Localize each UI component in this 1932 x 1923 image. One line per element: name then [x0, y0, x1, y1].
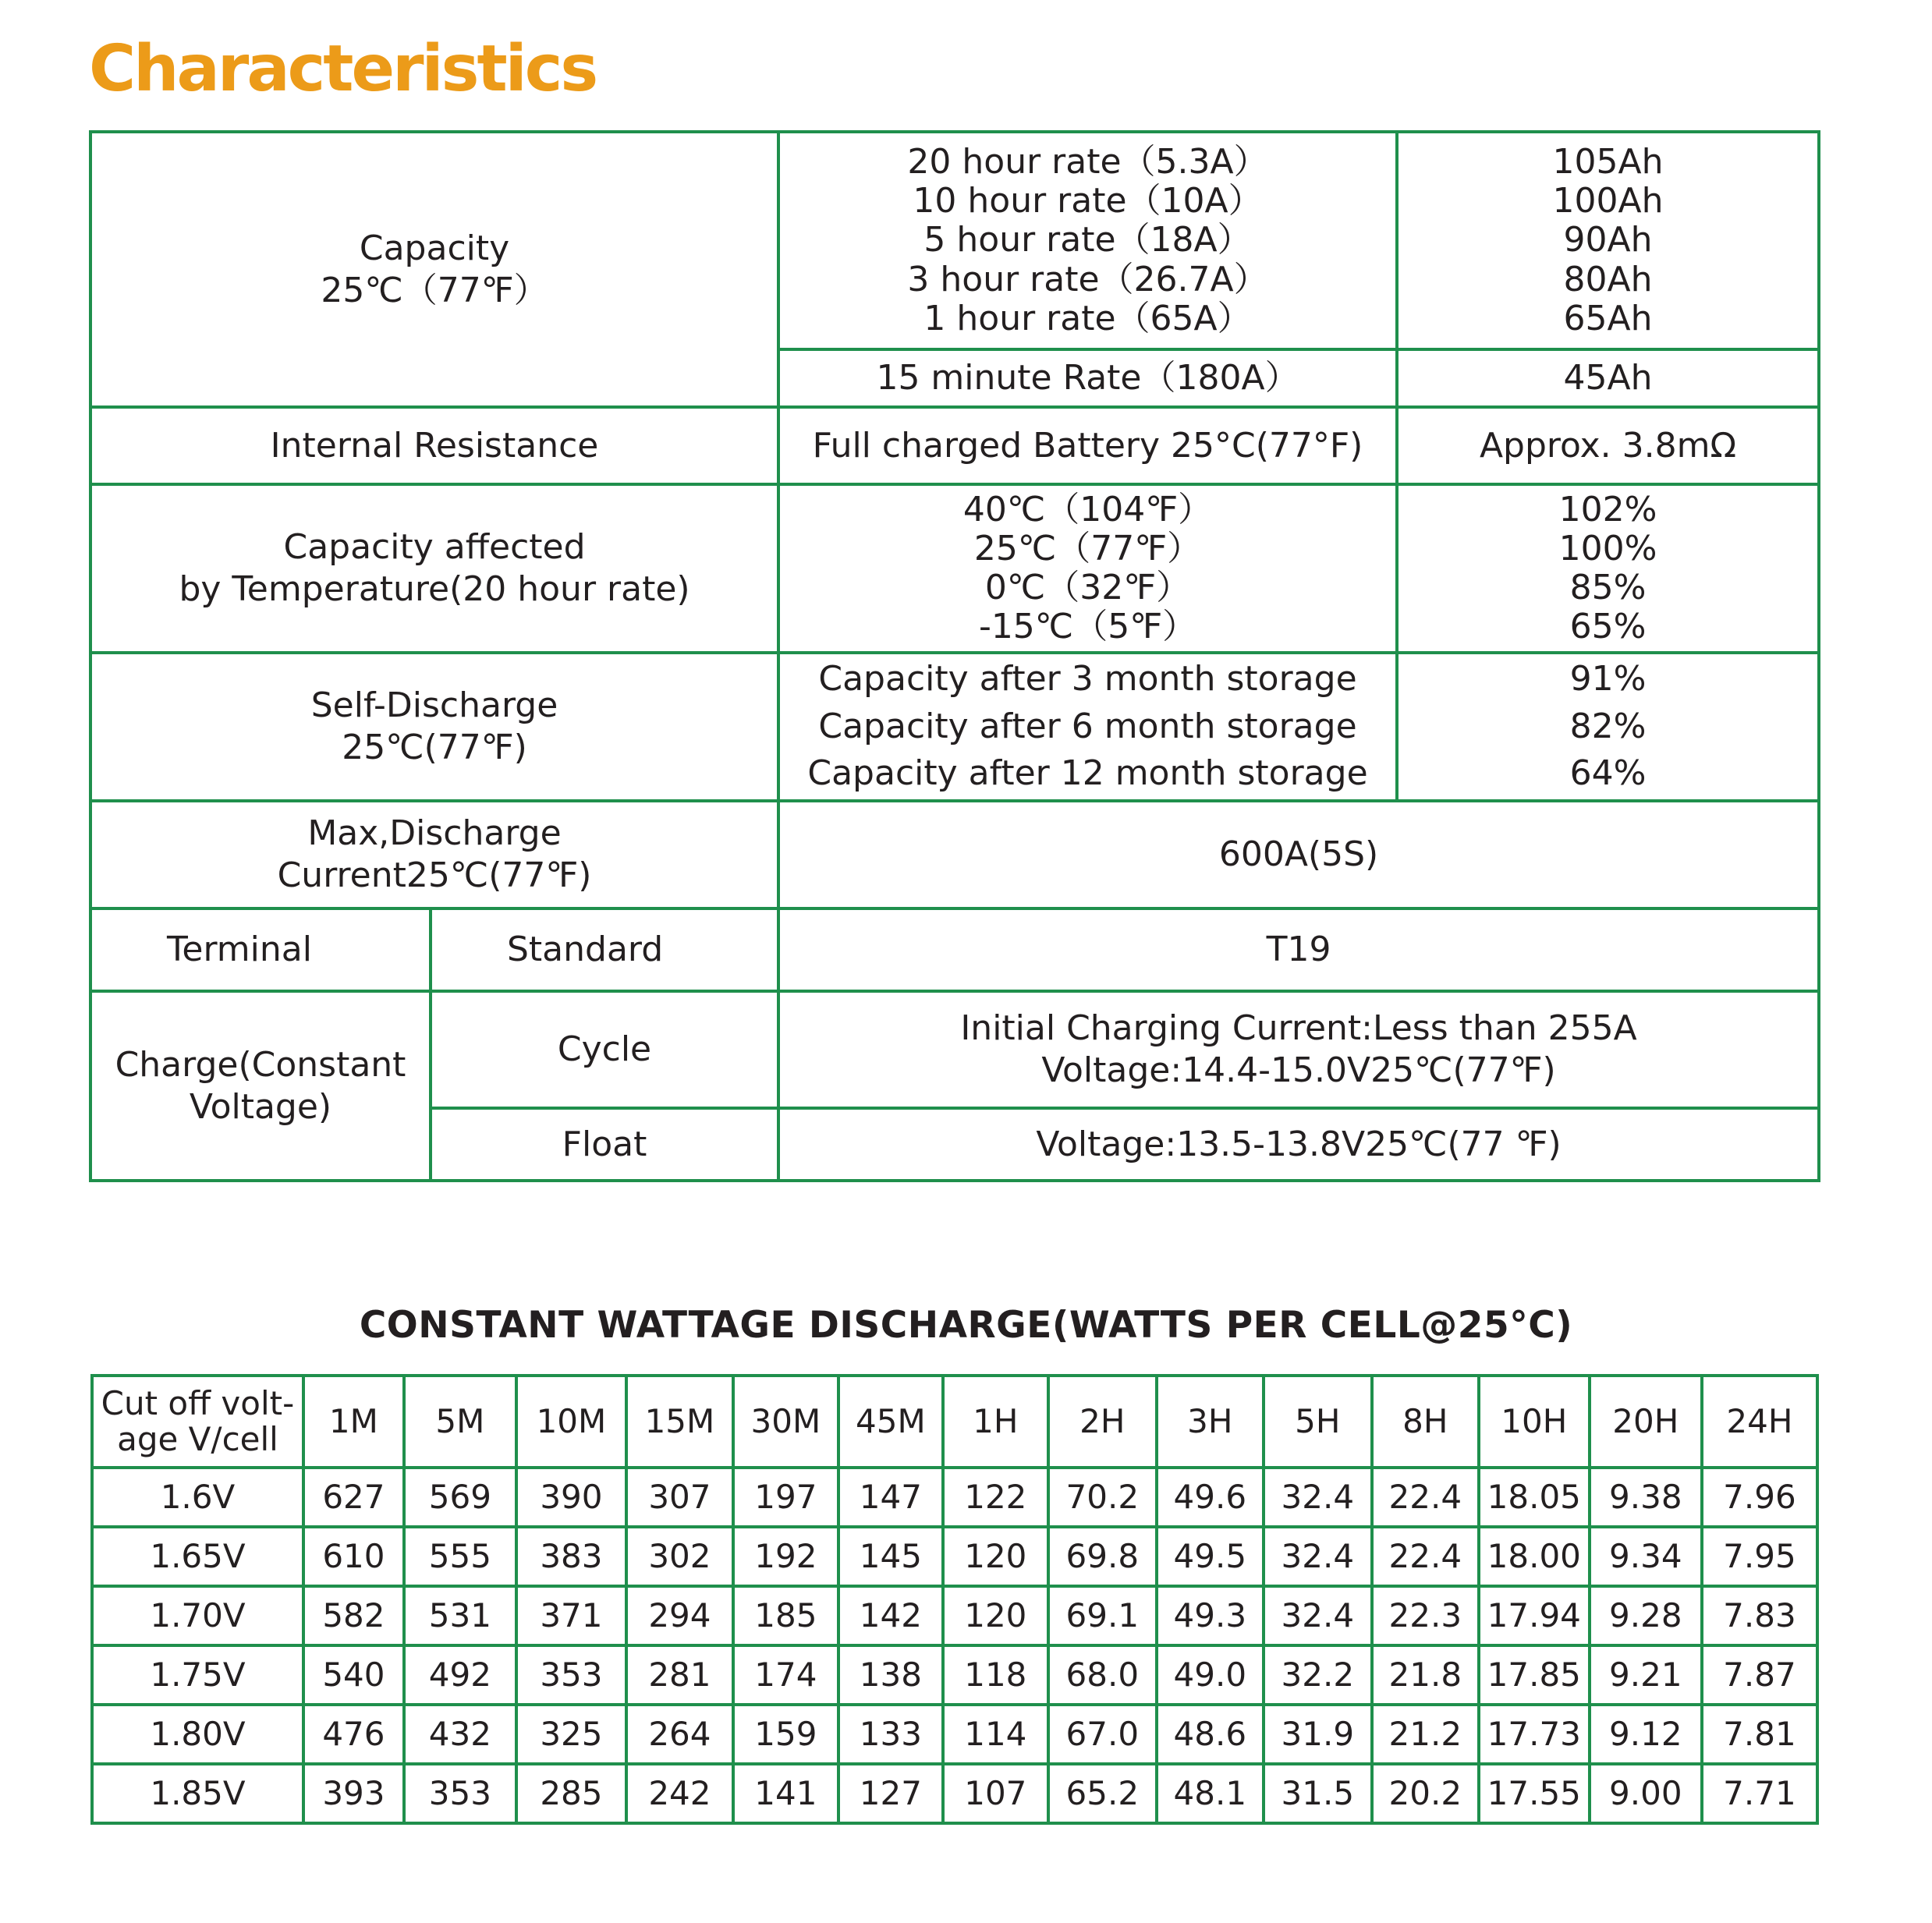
cw-cell: 393	[303, 1764, 404, 1823]
cw-cell: 32.2	[1264, 1645, 1372, 1705]
table-row	[92, 1527, 1817, 1586]
cw-cell: 48.1	[1157, 1764, 1264, 1823]
table-row	[92, 1705, 1817, 1764]
cw-cell: 531	[404, 1586, 516, 1645]
internal-resistance-label: Internal Resistance	[90, 407, 778, 484]
cw-cell: 31.9	[1264, 1705, 1372, 1764]
cw-cell: 142	[838, 1586, 943, 1645]
cw-cell: 242	[626, 1764, 733, 1823]
cw-cell: 65.2	[1048, 1764, 1157, 1823]
cw-cell: 138	[838, 1645, 943, 1705]
cw-cell: 7.87	[1702, 1645, 1817, 1705]
self-discharge-values: 91% 82% 64%	[1397, 653, 1819, 801]
cw-cell: 118	[943, 1645, 1048, 1705]
cw-cell: 122	[943, 1468, 1048, 1527]
cw-cell: 21.2	[1372, 1705, 1479, 1764]
page-title: Characteristics	[89, 32, 597, 106]
cw-title: CONSTANT WATTAGE DISCHARGE(WATTS PER CELL@25°C)	[359, 1304, 1573, 1347]
cw-cell: 22.3	[1372, 1586, 1479, 1645]
table-row	[92, 1468, 1817, 1527]
cw-cell: 69.8	[1048, 1527, 1157, 1586]
cw-cell: 285	[516, 1764, 626, 1823]
cw-cell: 197	[733, 1468, 838, 1527]
capacity-values: 105Ah 100Ah 90Ah 80Ah 65Ah	[1397, 132, 1819, 349]
cw-cell: 32.4	[1264, 1527, 1372, 1586]
capacity-15min-rate: 15 minute Rate（180A）	[778, 349, 1397, 407]
cw-cell: 371	[516, 1586, 626, 1645]
terminal-value: T19	[778, 908, 1819, 991]
cw-cell: 32.4	[1264, 1468, 1372, 1527]
charge-float-label: Float	[431, 1108, 778, 1181]
cw-column-header: 2H	[1048, 1376, 1157, 1468]
cw-cell: 20.2	[1372, 1764, 1479, 1823]
cw-cell: 7.81	[1702, 1705, 1817, 1764]
cw-cell: 17.55	[1479, 1764, 1590, 1823]
cw-cell: 67.0	[1048, 1705, 1157, 1764]
cw-cell: 49.6	[1157, 1468, 1264, 1527]
cw-cell: 70.2	[1048, 1468, 1157, 1527]
cw-column-header: 5M	[404, 1376, 516, 1468]
capacity-label: Capacity 25℃（77℉）	[90, 132, 778, 407]
cw-cell: 18.05	[1479, 1468, 1590, 1527]
cw-cell: 22.4	[1372, 1527, 1479, 1586]
cw-row-voltage: 1.6V	[92, 1468, 303, 1527]
table-row	[92, 1645, 1817, 1705]
cw-cell: 9.21	[1590, 1645, 1702, 1705]
cw-cell: 192	[733, 1527, 838, 1586]
cw-cell: 127	[838, 1764, 943, 1823]
cw-cell: 353	[516, 1645, 626, 1705]
cw-cell: 114	[943, 1705, 1048, 1764]
self-discharge-conditions: Capacity after 3 month storage Capacity after 6 month storage Capacity after 12 month storage	[778, 653, 1397, 801]
cw-column-header: 3H	[1157, 1376, 1264, 1468]
cw-cell: 145	[838, 1527, 943, 1586]
internal-resistance-condition: Full charged Battery 25°C(77°F)	[778, 407, 1397, 484]
charge-float-value: Voltage:13.5-13.8V25℃(77 ℉)	[778, 1108, 1819, 1181]
temperature-conditions: 40℃（104℉） 25℃（77℉） 0℃（32℉） -15℃（5℉）	[778, 484, 1397, 653]
capacity-15min-value: 45Ah	[1397, 349, 1819, 407]
cw-cell: 68.0	[1048, 1645, 1157, 1705]
cw-cell: 48.6	[1157, 1705, 1264, 1764]
cw-cell: 49.0	[1157, 1645, 1264, 1705]
cw-cell: 147	[838, 1468, 943, 1527]
cw-cell: 353	[404, 1764, 516, 1823]
cw-column-header: 10H	[1479, 1376, 1590, 1468]
cw-column-header: 1M	[303, 1376, 404, 1468]
cw-cell: 49.5	[1157, 1527, 1264, 1586]
cw-cell: 133	[838, 1705, 943, 1764]
cw-cell: 540	[303, 1645, 404, 1705]
cw-cell: 476	[303, 1705, 404, 1764]
cw-cell: 49.3	[1157, 1586, 1264, 1645]
cw-column-header: 1H	[943, 1376, 1048, 1468]
cw-row-voltage: 1.85V	[92, 1764, 303, 1823]
cw-cell: 18.00	[1479, 1527, 1590, 1586]
cw-cell: 7.83	[1702, 1586, 1817, 1645]
cw-cell: 107	[943, 1764, 1048, 1823]
cw-cell: 185	[733, 1586, 838, 1645]
cw-cell: 159	[733, 1705, 838, 1764]
terminal-label: Terminal	[90, 908, 431, 991]
table-row	[92, 1764, 1817, 1823]
internal-resistance-value: Approx. 3.8mΩ	[1397, 407, 1819, 484]
cw-cell: 7.96	[1702, 1468, 1817, 1527]
cw-column-header: 15M	[626, 1376, 733, 1468]
charge-cycle-value: Initial Charging Current:Less than 255A Voltage:14.4-15.0V25℃(77℉)	[778, 991, 1819, 1108]
cw-cell: 174	[733, 1645, 838, 1705]
cw-cell: 307	[626, 1468, 733, 1527]
cw-cell: 302	[626, 1527, 733, 1586]
cw-cell: 141	[733, 1764, 838, 1823]
cw-cell: 627	[303, 1468, 404, 1527]
cw-column-header: 20H	[1590, 1376, 1702, 1468]
cw-cell: 610	[303, 1527, 404, 1586]
cw-cell: 22.4	[1372, 1468, 1479, 1527]
constant-wattage-table	[90, 1374, 1819, 1825]
cw-column-header: 24H	[1702, 1376, 1817, 1468]
cw-cell: 9.28	[1590, 1586, 1702, 1645]
cw-cell: 7.95	[1702, 1527, 1817, 1586]
temperature-label: Capacity affected by Temperature(20 hour rate)	[90, 484, 778, 653]
cw-corner-header: Cut off volt- age V/cell	[92, 1376, 303, 1468]
terminal-type: Standard	[431, 908, 778, 991]
max-discharge-value: 600A(5S)	[778, 801, 1819, 908]
cw-cell: 294	[626, 1586, 733, 1645]
temperature-values: 102% 100% 85% 65%	[1397, 484, 1819, 653]
cw-cell: 69.1	[1048, 1586, 1157, 1645]
cw-cell: 281	[626, 1645, 733, 1705]
cw-cell: 21.8	[1372, 1645, 1479, 1705]
cw-column-header: 10M	[516, 1376, 626, 1468]
cw-cell: 17.85	[1479, 1645, 1590, 1705]
charge-cycle-label: Cycle	[431, 991, 778, 1108]
cw-cell: 9.34	[1590, 1527, 1702, 1586]
cw-cell: 17.94	[1479, 1586, 1590, 1645]
cw-cell: 383	[516, 1527, 626, 1586]
characteristics-table	[89, 130, 1820, 1182]
cw-cell: 9.38	[1590, 1468, 1702, 1527]
cw-column-header: 45M	[838, 1376, 943, 1468]
cw-cell: 432	[404, 1705, 516, 1764]
cw-column-header: 8H	[1372, 1376, 1479, 1468]
cw-column-header: 5H	[1264, 1376, 1372, 1468]
capacity-rates: 20 hour rate（5.3A） 10 hour rate（10A） 5 hour rate（18A） 3 hour rate（26.7A） 1 hour rate（65A）	[778, 132, 1397, 349]
max-discharge-label: Max,Discharge Current25℃(77℉)	[90, 801, 778, 908]
self-discharge-label: Self-Discharge 25℃(77℉)	[90, 653, 778, 801]
cw-row-voltage: 1.65V	[92, 1527, 303, 1586]
cw-row-voltage: 1.70V	[92, 1586, 303, 1645]
cw-cell: 32.4	[1264, 1586, 1372, 1645]
cw-cell: 555	[404, 1527, 516, 1586]
cw-cell: 9.12	[1590, 1705, 1702, 1764]
cw-cell: 120	[943, 1586, 1048, 1645]
cw-cell: 9.00	[1590, 1764, 1702, 1823]
cw-column-header: 30M	[733, 1376, 838, 1468]
charge-label: Charge(Constant Voltage)	[90, 991, 431, 1181]
cw-cell: 492	[404, 1645, 516, 1705]
cw-cell: 582	[303, 1586, 404, 1645]
cw-row-voltage: 1.75V	[92, 1645, 303, 1705]
cw-row-voltage: 1.80V	[92, 1705, 303, 1764]
cw-cell: 17.73	[1479, 1705, 1590, 1764]
cw-cell: 31.5	[1264, 1764, 1372, 1823]
cw-cell: 264	[626, 1705, 733, 1764]
table-row	[92, 1586, 1817, 1645]
cw-cell: 325	[516, 1705, 626, 1764]
cw-cell: 390	[516, 1468, 626, 1527]
cw-cell: 569	[404, 1468, 516, 1527]
cw-cell: 7.71	[1702, 1764, 1817, 1823]
cw-cell: 120	[943, 1527, 1048, 1586]
